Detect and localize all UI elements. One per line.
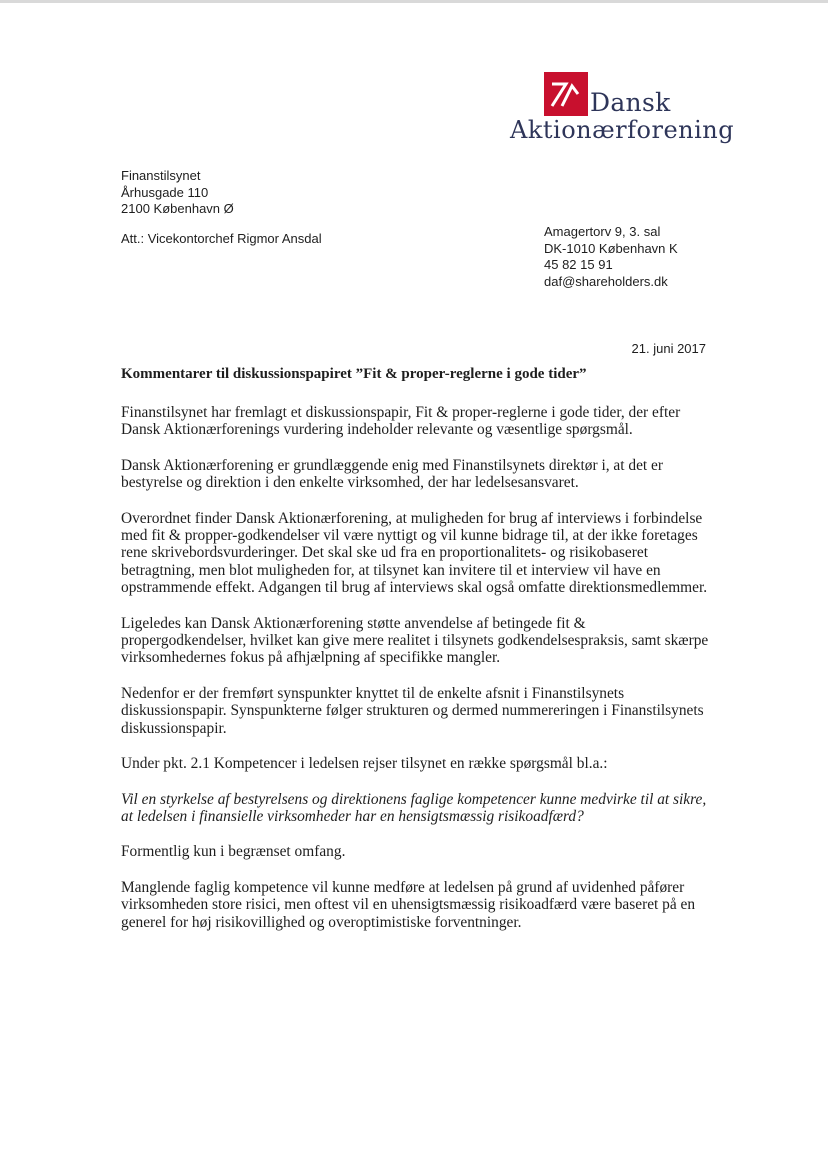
paragraph-intro: Finanstilsynet har fremlagt et diskussionspapir, Fit & proper-reglerne i gode tider, der efter Dansk Aktionærforenings vurdering indeholder relevante og væsentlige spørgsmål. <box>121 404 681 439</box>
paragraph-answer: Formentlig kun i begrænset omfang. <box>121 843 346 861</box>
sender-phone: 45 82 15 91 <box>544 257 613 273</box>
recipient-street: Århusgade 110 <box>121 184 209 200</box>
sender-address-2: DK-1010 København K <box>544 240 678 256</box>
paragraph-structure: Nedenfor er der fremført synspunkter knyttet til de enkelte afsnit i Finanstilsynets diskussionspapir. Synspunkterne følger strukturen og dermed nummereringen i Finanstilsynets diskussionspapir. <box>121 684 704 737</box>
logo-word-dansk: Dansk <box>590 88 671 117</box>
paragraph-interviews: Overordnet finder Dansk Aktionærforening, at muligheden for brug af interviews i forbindelse med fit & propper-godkendelser vil være nyttigt og vil kunne bidrage til, at der ikke foretages rene skrivebordsvurderinger. Det skal ske ud fra en proportionalitets- og risikobaseret betragtning, men blot muligheden for, at tilsynet kan invitere til et interview vil have en opstrammende effekt. Adgangen til brug af interviews skal også omfatte direktionsmedlemmer. <box>121 509 708 597</box>
letter-body <box>121 404 711 949</box>
recipient-city: 2100 København Ø <box>121 201 234 217</box>
paragraph-competence: Manglende faglig kompetence vil kunne medføre at ledelsen på grund af uvidenhed påfører virksomheden store risici, men oftest vil en uhensigtsmæssig risikoadfærd være baseret på en generel for høj risikovillighed og overoptimistiske forventninger. <box>121 878 696 931</box>
letter-date: 21. juni 2017 <box>631 341 706 356</box>
paragraph-conditional-approvals: Ligeledes kan Dansk Aktionærforening støtte anvendelse af betingede fit & propergodkendelser, hvilket kan give mere realitet i tilsynets godkendelsespraksis, samt skærpe virksomhedernes fokus på afhjælpning af specifikke mangler. <box>121 614 709 667</box>
logo-mark-icon <box>544 72 588 116</box>
sender-address-1: Amagertorv 9, 3. sal <box>544 224 661 239</box>
paragraph-section-2-1: Under pkt. 2.1 Kompetencer i ledelsen rejser tilsynet en række spørgsmål bl.a.: <box>121 755 608 773</box>
recipient-name: Finanstilsynet <box>121 168 201 183</box>
page-top-edge <box>0 0 828 3</box>
sender-email: daf@shareholders.dk <box>544 273 668 289</box>
letter-subject: Kommentarer til diskussionspapiret ”Fit & proper-reglerne i gode tider” <box>121 366 587 382</box>
paragraph-question: Vil en styrkelse af bestyrelsens og direktionens faglige kompetencer kunne medvirke til at sikre, at ledelsen i finansielle virksomheder har en hensigtsmæssig risikoadfærd? <box>121 790 707 825</box>
sender-address <box>544 224 764 290</box>
company-logo <box>508 72 735 150</box>
paragraph-agreement: Dansk Aktionærforening er grundlæggende enig med Finanstilsynets direktør i, at det er bestyrelse og direktion i den enkelte virksomhed, der har ledelsesansvaret. <box>121 456 663 492</box>
logo-word-aktionaerforening: Aktionærforening <box>510 116 735 144</box>
recipient-address <box>121 168 401 218</box>
attention-line: Att.: Vicekontorchef Rigmor Ansdal <box>121 231 322 246</box>
